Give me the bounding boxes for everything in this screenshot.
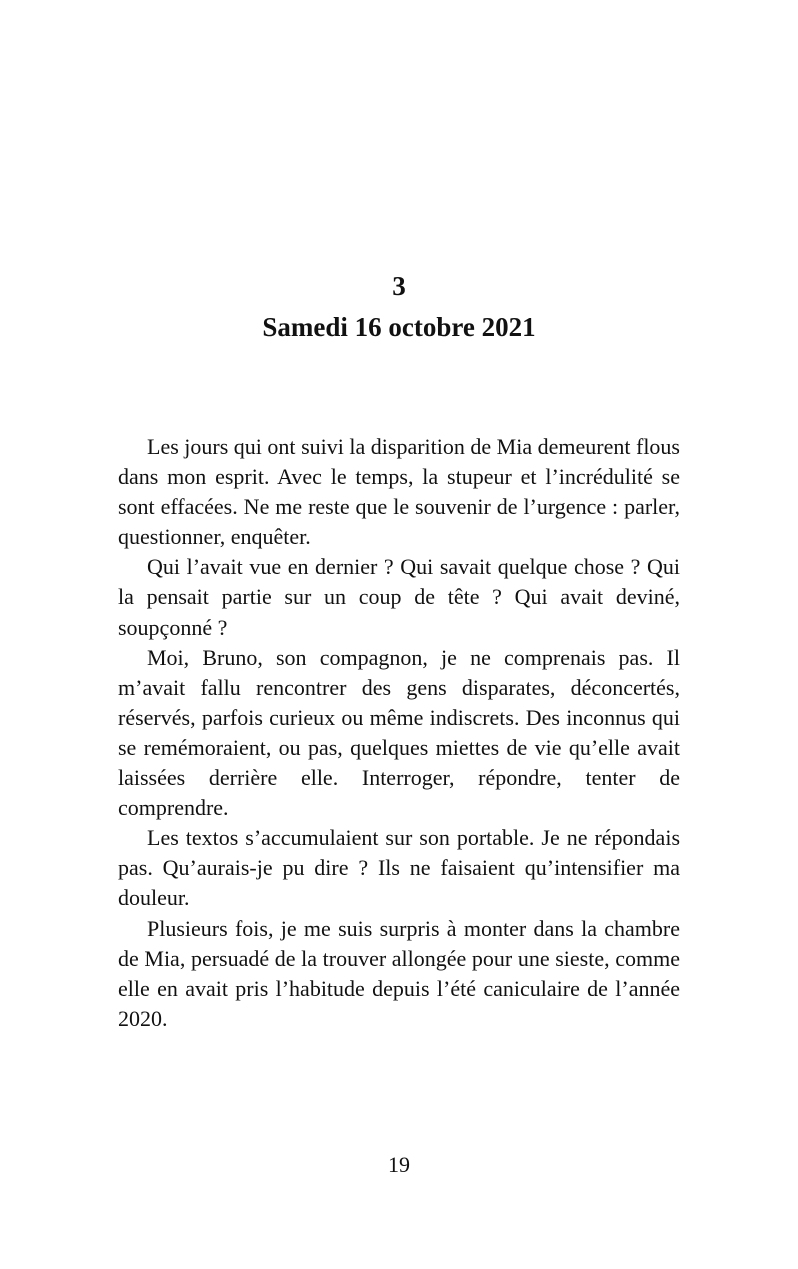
paragraph: Qui l’avait vue en dernier ? Qui savait quelque chose ? Qui la pensait partie sur un coup de tête ? Qui avait deviné, soupçonné ?: [118, 554, 680, 640]
chapter-body: [118, 432, 680, 1034]
paragraph: Les textos s’accumulaient sur son portable. Je ne répondais pas. Qu’aurais-je pu dire ? Ils ne faisaient qu’intensifier ma douleur.: [118, 825, 680, 911]
chapter-number: 3: [392, 271, 406, 301]
paragraph: Plusieurs fois, je me suis surpris à monter dans la chambre de Mia, persuadé de la trouver allongée pour une sieste, comme elle en avait pris l’habitude depuis l’été caniculaire de l’année 2020.: [118, 915, 680, 1031]
paragraph: Les jours qui ont suivi la disparition de Mia demeurent flous dans mon esprit. Avec le temps, la stupeur et l’incrédulité se sont effacées. Ne me reste que le souvenir de l’urgence : parler, questionner, enquêter.: [118, 434, 680, 550]
page-number: 19: [388, 1152, 410, 1177]
chapter-title: Samedi 16 octobre 2021: [262, 312, 536, 342]
paragraph: Moi, Bruno, son compagnon, je ne comprenais pas. Il m’avait fallu rencontrer des gens disparates, déconcertés, réservés, parfois curieux ou même indiscrets. Des inconnus qui se remémoraient, ou pas, quelques miettes de vie qu’elle avait laissées derrière elle. Interroger, répondre, tenter de comprendre.: [118, 644, 680, 821]
